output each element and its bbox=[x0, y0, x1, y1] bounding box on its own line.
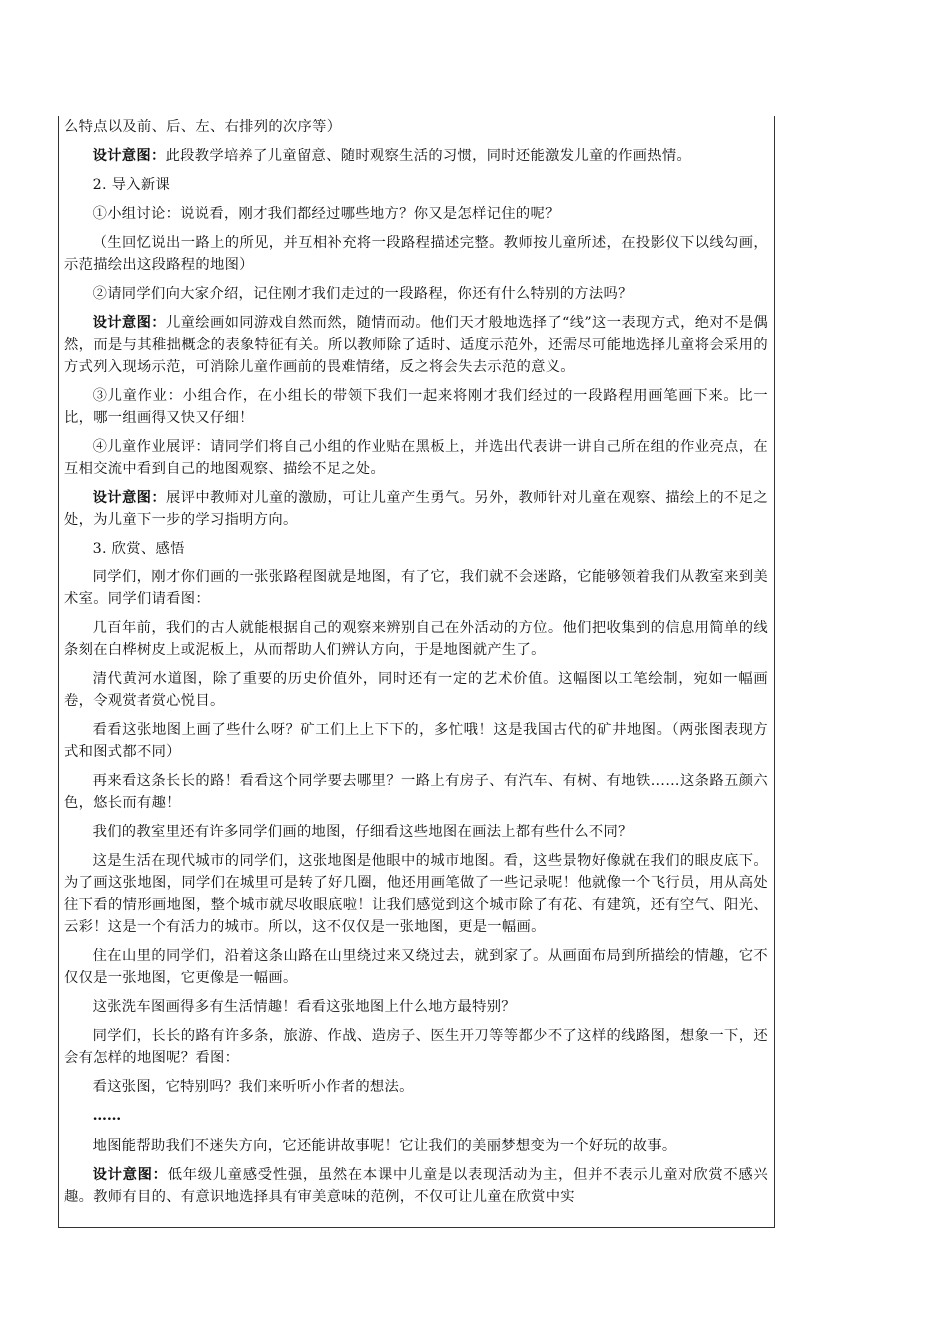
paragraph: 几百年前，我们的古人就能根据自己的观察来辨别自己在外活动的方位。他们把收集到的信息用简单的线条刻在白桦树皮上或泥板上，从而帮助人们辨认方向，于是地图就产生了。 bbox=[64, 620, 768, 658]
paragraph: 同学们，刚才你们画的一张张路程图就是地图，有了它，我们就不会迷路，它能够领着我们从教室来到美术室。同学们请看图： bbox=[64, 569, 768, 607]
design-intent-paragraph: 设计意图：此段教学培养了儿童留意、随时观察生活的习惯，同时还能激发儿童的作画热情。 bbox=[92, 148, 692, 164]
design-intent-label: 设计意图： bbox=[92, 148, 166, 164]
design-intent-paragraph: 设计意图：低年级儿童感受性强，虽然在本课中儿童是以表现活动为主，但并不表示儿童对欣赏不感兴趣。教师有目的、有意识地选择具有审美意味的范例，不仅可让儿童在欣赏中实 bbox=[64, 1167, 768, 1205]
paragraph: 看这张图，它特别吗？我们来听听小作者的想法。 bbox=[92, 1079, 414, 1095]
paragraph: 看看这张地图上画了些什么呀？矿工们上上下下的，多忙哦！这是我国古代的矿井地图。（两张图表现方式和图式都不同） bbox=[64, 722, 768, 760]
section-heading-new-lesson: 2. 导入新课 bbox=[92, 177, 171, 193]
section-heading-appreciation: 3. 欣赏、感悟 bbox=[92, 541, 185, 557]
lesson-plan-body bbox=[64, 116, 768, 1215]
paragraph: 地图能帮助我们不迷失方向，它还能讲故事呢！它让我们的美丽梦想变为一个好玩的故事。 bbox=[92, 1138, 677, 1154]
paragraph: 再来看这条长长的路！看看这个同学要去哪里？一路上有房子、有汽车、有树、有地铁……这条路五颜六色，悠长而有趣！ bbox=[64, 773, 768, 811]
paragraph: 这张洗车图画得多有生活情趣！看看这张地图上什么地方最特别？ bbox=[92, 999, 516, 1015]
ellipsis: …… bbox=[92, 1108, 122, 1124]
paragraph: 同学们，长长的路有许多条，旅游、作战、造房子、医生开刀等等都少不了这样的线路图，想象一下，还会有怎样的地图呢？看图： bbox=[64, 1028, 768, 1066]
paragraph: 清代黄河水道图，除了重要的历史价值外，同时还有一定的艺术价值。这幅图以工笔绘制，宛如一幅画卷，令观赏者赏心悦目。 bbox=[64, 671, 768, 709]
design-intent-paragraph: 设计意图：展评中教师对儿童的激励，可让儿童产生勇气。另外，教师针对儿童在观察、描绘上的不足之处，为儿童下一步的学习指明方向。 bbox=[64, 490, 769, 528]
design-intent-label: 设计意图： bbox=[92, 490, 167, 506]
paragraph: 这是生活在现代城市的同学们，这张地图是他眼中的城市地图。看，这些景物好像就在我们的眼皮底下。为了画这张地图，同学们在城里可是转了好几圈，他还用画笔做了一些记录呢！他就像一个飞行员，用从高处往下看的情形画地图，整个城市就尽收眼底啦！让我们感觉到这个城市除了有花、有建筑，还有空气、阳光、云彩！这是一个有活力的城市。所以，这不仅仅是一张地图，更是一幅画。 bbox=[64, 853, 768, 935]
paragraph: ①小组讨论：说说看，刚才我们都经过哪些地方？你又是怎样记住的呢？ bbox=[92, 206, 560, 222]
paragraph: ③儿童作业：小组合作，在小组长的带领下我们一起来将刚才我们经过的一段路程用画笔画下来。比一比，哪一组画得又快又仔细！ bbox=[64, 388, 768, 426]
design-intent-paragraph: 设计意图：儿童绘画如同游戏自然而然，随情而动。他们天才般地选择了“线”这一表现方式，绝对不是偶然，而是与其稚拙概念的表象特征有关。所以教师除了适时、适度示范外，还需尽可能地选择儿童将会采用的方式列入现场示范，可消除儿童作画前的畏难情绪，反之将会失去示范的意义。 bbox=[64, 315, 769, 375]
design-intent-label: 设计意图： bbox=[92, 315, 166, 331]
paragraph: ②请同学们向大家介绍，记住刚才我们走过的一段路程，你还有什么特别的方法吗？ bbox=[92, 286, 633, 302]
paragraph-continuation: 么特点以及前、后、左、右排列的次序等） bbox=[64, 119, 342, 135]
paragraph: 住在山里的同学们，沿着这条山路在山里绕过来又绕过去，就到家了。从画面布局到所描绘的情趣，它不仅仅是一张地图，它更像是一幅画。 bbox=[64, 948, 768, 986]
paragraph: ④儿童作业展评：请同学们将自己小组的作业贴在黑板上，并选出代表讲一讲自己所在组的作业亮点，在互相交流中看到自己的地图观察、描绘不足之处。 bbox=[64, 439, 768, 477]
design-intent-label: 设计意图： bbox=[92, 1167, 168, 1183]
paragraph: （生回忆说出一路上的所见，并互相补充将一段路程描述完整。教师按儿童所述，在投影仪下以线勾画，示范描绘出这段路程的地图） bbox=[64, 235, 768, 273]
paragraph: 我们的教室里还有许多同学们画的地图，仔细看这些地图在画法上都有些什么不同？ bbox=[92, 824, 633, 840]
